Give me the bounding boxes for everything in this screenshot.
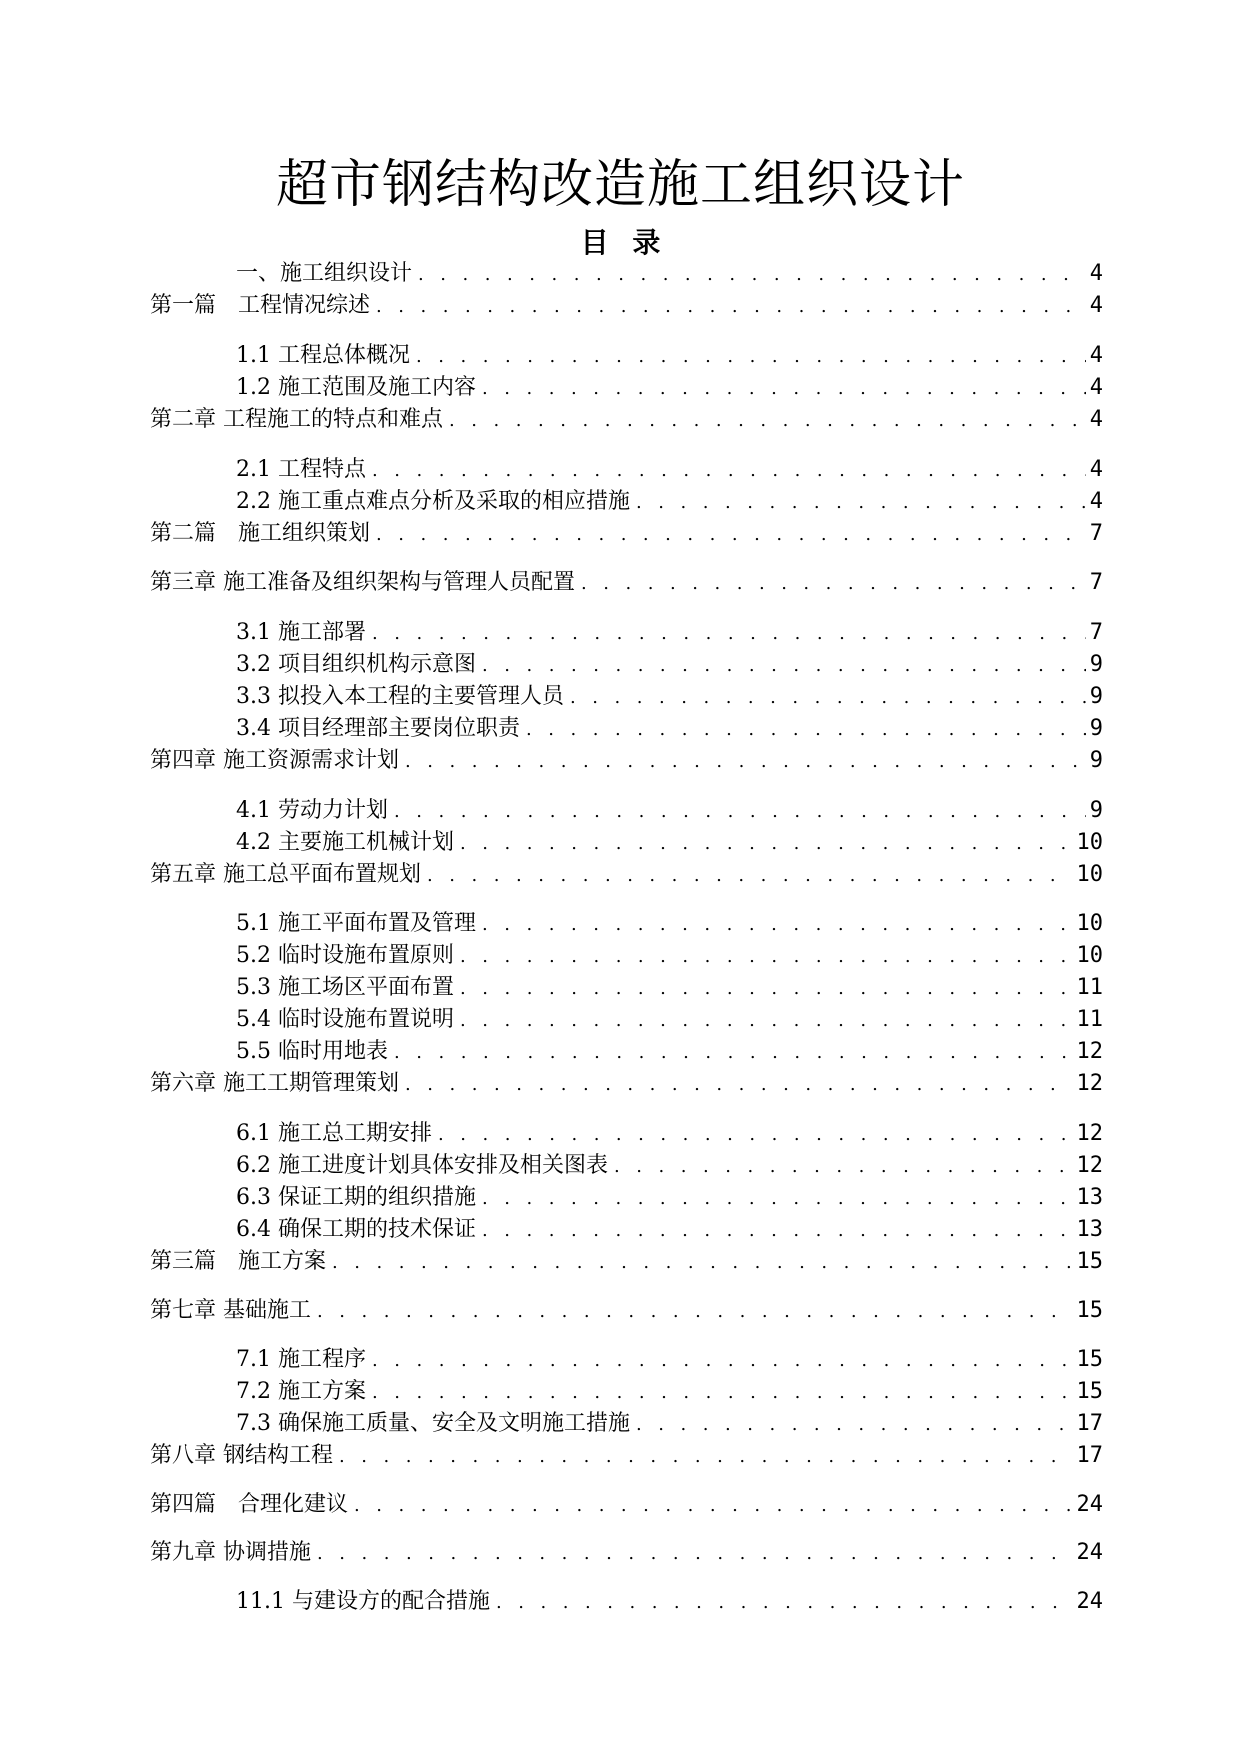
toc-entry[interactable] bbox=[236, 1119, 1103, 1149]
toc-page-number: 13 bbox=[1076, 1185, 1103, 1210]
document-title: 超市钢结构改造施工组织设计 bbox=[275, 154, 965, 215]
toc-page-number: 4 bbox=[1089, 261, 1103, 286]
toc-entry[interactable] bbox=[150, 1490, 1103, 1520]
toc-heading: 目 录 bbox=[580, 226, 661, 259]
toc-entry-text: 4.1 劳动力计划 bbox=[236, 798, 388, 823]
dot-leader bbox=[394, 797, 1086, 827]
toc-page-number: 12 bbox=[1076, 1071, 1103, 1096]
toc-entry-text: 6.1 施工总工期安排 bbox=[236, 1121, 432, 1146]
toc-entry-text: 第二章 工程施工的特点和难点 bbox=[150, 407, 443, 432]
dot-leader bbox=[482, 1184, 1073, 1214]
toc-page-number: 9 bbox=[1089, 716, 1103, 741]
dot-leader bbox=[376, 292, 1086, 322]
dot-leader bbox=[636, 1410, 1073, 1440]
dot-leader bbox=[482, 651, 1086, 681]
toc-entry-text: 6.2 施工进度计划具体安排及相关图表 bbox=[236, 1153, 608, 1178]
dot-leader bbox=[438, 1120, 1073, 1150]
toc-entry[interactable] bbox=[236, 373, 1103, 403]
toc-entry[interactable] bbox=[150, 291, 1103, 321]
dot-leader bbox=[460, 942, 1073, 972]
toc-entry-text: 5.1 施工平面布置及管理 bbox=[236, 911, 476, 936]
toc-entry-text: 11.1 与建设方的配合措施 bbox=[236, 1589, 490, 1614]
toc-entry[interactable] bbox=[236, 1005, 1103, 1035]
dot-leader bbox=[482, 910, 1073, 940]
dot-leader bbox=[570, 683, 1086, 713]
toc-entry-text: 3.1 施工部署 bbox=[236, 620, 366, 645]
toc-entry[interactable] bbox=[236, 455, 1103, 485]
toc-page-number: 7 bbox=[1089, 521, 1103, 546]
toc-entry-text: 第五章 施工总平面布置规划 bbox=[150, 862, 421, 887]
toc-entry-text: 1.2 施工范围及施工内容 bbox=[236, 375, 476, 400]
toc-page-number: 4 bbox=[1089, 375, 1103, 400]
dot-leader bbox=[482, 1216, 1073, 1246]
dot-leader bbox=[317, 1297, 1073, 1327]
toc-page-number: 15 bbox=[1076, 1249, 1103, 1274]
dot-leader bbox=[526, 715, 1086, 745]
toc-entry[interactable] bbox=[150, 746, 1103, 776]
toc-entry[interactable] bbox=[236, 487, 1103, 517]
toc-entry[interactable] bbox=[236, 1037, 1103, 1067]
toc-page-number: 10 bbox=[1076, 862, 1103, 887]
toc-entry-text: 3.4 项目经理部主要岗位职责 bbox=[236, 716, 520, 741]
toc-entry-text: 第四篇 合理化建议 bbox=[150, 1492, 349, 1517]
toc-entry[interactable] bbox=[150, 1296, 1103, 1326]
toc-page-number: 24 bbox=[1076, 1540, 1103, 1565]
toc-page-number: 17 bbox=[1076, 1411, 1103, 1436]
toc-entry[interactable] bbox=[236, 341, 1103, 371]
toc-entry[interactable] bbox=[236, 618, 1103, 648]
toc-entry-text: 2.2 施工重点难点分析及采取的相应措施 bbox=[236, 489, 630, 514]
toc-page-number: 24 bbox=[1076, 1492, 1103, 1517]
toc-page-number: 15 bbox=[1076, 1347, 1103, 1372]
toc-entry[interactable] bbox=[236, 1215, 1103, 1245]
toc-page-number: 9 bbox=[1089, 748, 1103, 773]
toc-entry[interactable] bbox=[150, 568, 1103, 598]
toc-entry-text: 3.2 项目组织机构示意图 bbox=[236, 652, 476, 677]
dot-leader bbox=[636, 488, 1086, 518]
toc-entry-text: 3.3 拟投入本工程的主要管理人员 bbox=[236, 684, 564, 709]
toc-entry-text: 7.3 确保施工质量、安全及文明施工措施 bbox=[236, 1411, 630, 1436]
dot-leader bbox=[482, 374, 1086, 404]
toc-entry[interactable] bbox=[236, 973, 1103, 1003]
toc-page-number: 4 bbox=[1089, 489, 1103, 514]
toc-entry[interactable] bbox=[236, 1587, 1103, 1617]
toc-entry-text: 第六章 施工工期管理策划 bbox=[150, 1071, 399, 1096]
toc-page-number: 15 bbox=[1076, 1379, 1103, 1404]
toc-page-number: 10 bbox=[1076, 911, 1103, 936]
toc-entry[interactable] bbox=[150, 1247, 1103, 1277]
dot-leader bbox=[405, 1070, 1073, 1100]
toc-page-number: 7 bbox=[1089, 570, 1103, 595]
toc-page-number: 17 bbox=[1076, 1443, 1103, 1468]
toc-page-number: 9 bbox=[1089, 798, 1103, 823]
toc-entry[interactable] bbox=[236, 714, 1103, 744]
toc-page-number: 9 bbox=[1089, 684, 1103, 709]
toc-entry-text: 2.1 工程特点 bbox=[236, 457, 366, 482]
dot-leader bbox=[372, 456, 1086, 486]
toc-entry-text: 4.2 主要施工机械计划 bbox=[236, 830, 454, 855]
toc-entry[interactable] bbox=[236, 1345, 1103, 1375]
toc-entry-text: 第四章 施工资源需求计划 bbox=[150, 748, 399, 773]
toc-page-number: 7 bbox=[1089, 620, 1103, 645]
toc-entry[interactable] bbox=[236, 1409, 1103, 1439]
toc-entry[interactable] bbox=[236, 650, 1103, 680]
toc-page-number: 10 bbox=[1076, 943, 1103, 968]
toc-entry[interactable] bbox=[236, 1183, 1103, 1213]
toc-entry[interactable] bbox=[150, 1441, 1103, 1471]
dot-leader bbox=[372, 1378, 1073, 1408]
toc-page-number: 4 bbox=[1089, 457, 1103, 482]
toc-page-number: 4 bbox=[1089, 293, 1103, 318]
toc-entry-text: 7.1 施工程序 bbox=[236, 1347, 366, 1372]
toc-entry-text: 1.1 工程总体概况 bbox=[236, 343, 410, 368]
dot-leader bbox=[394, 1038, 1073, 1068]
toc-entry-text: 第七章 基础施工 bbox=[150, 1298, 311, 1323]
toc-entry[interactable] bbox=[236, 796, 1103, 826]
toc-entry[interactable] bbox=[150, 405, 1103, 435]
toc-entry[interactable] bbox=[236, 909, 1103, 939]
toc-page-number: 12 bbox=[1076, 1153, 1103, 1178]
toc-entry[interactable] bbox=[236, 1377, 1103, 1407]
toc-page-number: 4 bbox=[1089, 407, 1103, 432]
dot-leader bbox=[339, 1442, 1073, 1472]
toc-entry-text: 第八章 钢结构工程 bbox=[150, 1443, 333, 1468]
toc-entry-text: 6.4 确保工期的技术保证 bbox=[236, 1217, 476, 1242]
toc-entry[interactable] bbox=[236, 941, 1103, 971]
dot-leader bbox=[581, 569, 1086, 599]
toc-entry-text: 5.5 临时用地表 bbox=[236, 1039, 388, 1064]
toc-entry[interactable] bbox=[150, 519, 1103, 549]
toc-entry[interactable] bbox=[236, 259, 1103, 289]
toc-page-number: 11 bbox=[1076, 975, 1103, 1000]
toc-page-number: 4 bbox=[1089, 343, 1103, 368]
dot-leader bbox=[376, 520, 1086, 550]
toc-entry-text: 第三章 施工准备及组织架构与管理人员配置 bbox=[150, 570, 575, 595]
dot-leader bbox=[496, 1588, 1073, 1618]
toc-page-number: 12 bbox=[1076, 1039, 1103, 1064]
toc-entry-text: 第二篇 施工组织策划 bbox=[150, 521, 371, 546]
dot-leader bbox=[317, 1539, 1073, 1569]
toc-page-number: 15 bbox=[1076, 1298, 1103, 1323]
dot-leader bbox=[418, 260, 1086, 290]
toc-entry-text: 6.3 保证工期的组织措施 bbox=[236, 1185, 476, 1210]
toc-page-number: 9 bbox=[1089, 652, 1103, 677]
toc-page-number: 12 bbox=[1076, 1121, 1103, 1146]
dot-leader bbox=[460, 974, 1073, 1004]
toc-entry[interactable] bbox=[236, 1151, 1103, 1181]
dot-leader bbox=[405, 747, 1086, 777]
toc-entry-text: 7.2 施工方案 bbox=[236, 1379, 366, 1404]
toc-entry[interactable] bbox=[236, 828, 1103, 858]
dot-leader bbox=[416, 342, 1086, 372]
toc-entry-text: 5.4 临时设施布置说明 bbox=[236, 1007, 454, 1032]
toc-page-number: 10 bbox=[1076, 830, 1103, 855]
dot-leader bbox=[614, 1152, 1073, 1182]
dot-leader bbox=[460, 1006, 1073, 1036]
dot-leader bbox=[372, 619, 1086, 649]
dot-leader bbox=[460, 829, 1073, 859]
toc-entry-text: 第九章 协调措施 bbox=[150, 1540, 311, 1565]
toc-entry-text: 一、施工组织设计 bbox=[236, 261, 413, 286]
dot-leader bbox=[372, 1346, 1073, 1376]
toc-entry[interactable] bbox=[150, 1069, 1103, 1099]
toc-entry-text: 第一篇 工程情况综述 bbox=[150, 293, 371, 318]
dot-leader bbox=[354, 1491, 1072, 1521]
toc-entry-text: 5.2 临时设施布置原则 bbox=[236, 943, 454, 968]
toc-page-number: 11 bbox=[1076, 1007, 1103, 1032]
toc-entry[interactable] bbox=[150, 860, 1103, 890]
dot-leader bbox=[449, 406, 1086, 436]
toc-entry[interactable] bbox=[236, 682, 1103, 712]
dot-leader bbox=[332, 1248, 1072, 1278]
toc-entry[interactable] bbox=[150, 1538, 1103, 1568]
dot-leader bbox=[427, 861, 1073, 891]
toc-page-number: 24 bbox=[1076, 1589, 1103, 1614]
toc-entry-text: 5.3 施工场区平面布置 bbox=[236, 975, 454, 1000]
toc-page-number: 13 bbox=[1076, 1217, 1103, 1242]
toc-entry-text: 第三篇 施工方案 bbox=[150, 1249, 327, 1274]
